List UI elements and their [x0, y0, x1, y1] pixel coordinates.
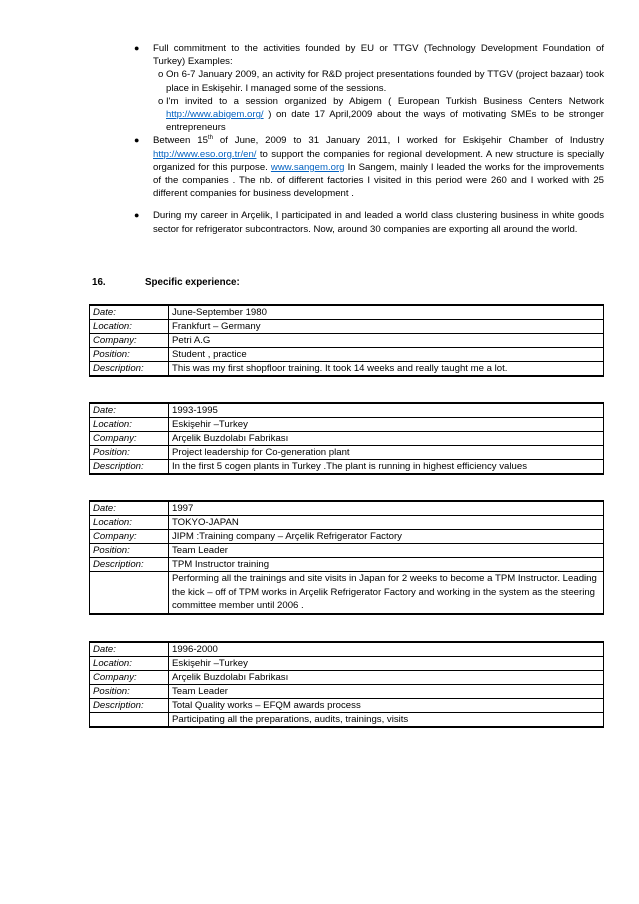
- company-value: Petri A.G: [169, 334, 604, 348]
- position-value: Project leadership for Co-generation plant: [169, 446, 604, 460]
- description-label: Description:: [90, 558, 169, 572]
- experience-table-1: [89, 304, 604, 377]
- bullet-item-ttgv: [134, 42, 604, 68]
- sub-bullet-icon: o: [158, 69, 164, 81]
- empty-label-cell: [90, 572, 169, 614]
- table-row: [90, 572, 604, 614]
- date-value: 1996-2000: [169, 642, 604, 657]
- location-value: Eskişehir –Turkey: [169, 418, 604, 432]
- table-row: [90, 305, 604, 320]
- superscript-th: th: [207, 135, 213, 142]
- description-label: Description:: [90, 699, 169, 713]
- bullet-text-post: In Sangem, mainly I leaded the works for the improvements of the companies . The nb. of different factories I visited in this period were 260 and I worked with 25 different companies for business development .: [153, 161, 604, 200]
- company-value: JIPM :Training company – Arçelik Refrigerator Factory: [169, 530, 604, 544]
- position-value: Team Leader: [169, 544, 604, 558]
- location-label: Location:: [90, 320, 169, 334]
- bullet-item-arcelik: [134, 209, 604, 235]
- table-row: [90, 320, 604, 334]
- table-row: [90, 501, 604, 516]
- description-detail: Performing all the trainings and site visits in Japan for 2 weeks to become a TPM Instructor. Leading the kick – off of TPM works in Arçelik Refrigerator Factory and working in the system as the steering committee member until 2006 .: [169, 572, 604, 614]
- empty-label-cell: [90, 713, 169, 728]
- description-value: Total Quality works – EFQM awards process: [169, 699, 604, 713]
- sub-bullet-abigem: [134, 95, 604, 135]
- sub-bullet-text: On 6-7 January 2009, an activity for R&D project presentations founded by TTGV (project bazaar) took place in Eskişehir. I managed some of the sessions.: [166, 69, 604, 94]
- description-detail: Participating all the preparations, audits, trainings, visits: [169, 713, 604, 728]
- date-value: 1997: [169, 501, 604, 516]
- date-label: Date:: [90, 305, 169, 320]
- date-value: June-September 1980: [169, 305, 604, 320]
- sub-bullet-icon: o: [158, 95, 164, 107]
- bullet-text: During my career in Arçelik, I participated in and leaded a world class clustering business in white goods sector for refrigerator subcontractors. Now, around 30 companies are exporting all around the world.: [153, 210, 604, 235]
- description-label: Description:: [90, 460, 169, 475]
- position-label: Position:: [90, 544, 169, 558]
- table-row: [90, 530, 604, 544]
- bullet-item-eso: [134, 134, 604, 200]
- table-row: [90, 713, 604, 728]
- date-value: 1993-1995: [169, 403, 604, 418]
- location-label: Location:: [90, 418, 169, 432]
- company-label: Company:: [90, 432, 169, 446]
- table-row: [90, 362, 604, 377]
- table-row: [90, 685, 604, 699]
- position-value: Student , practice: [169, 348, 604, 362]
- sub-bullet-bazaar: [134, 68, 604, 94]
- bullet-text-mid: of June, 2009 to 31 January 2011, I worked for Eskişehir Chamber of Industry: [219, 135, 605, 147]
- eso-link[interactable]: http://www.eso.org.tr/en/: [153, 148, 257, 160]
- experience-table-3: [89, 500, 604, 615]
- section-heading: [92, 277, 240, 288]
- bullet-icon: ●: [134, 43, 140, 53]
- description-value: TPM Instructor training: [169, 558, 604, 572]
- table-row: [90, 642, 604, 657]
- position-label: Position:: [90, 685, 169, 699]
- table-row: [90, 657, 604, 671]
- company-label: Company:: [90, 530, 169, 544]
- company-label: Company:: [90, 334, 169, 348]
- bullet-text: Between 15: [153, 135, 208, 147]
- table-row: [90, 460, 604, 475]
- description-value: In the first 5 cogen plants in Turkey .The plant is running in highest efficiency values: [169, 460, 604, 475]
- table-row: [90, 558, 604, 572]
- table-row: [90, 418, 604, 432]
- description-value: This was my first shopfloor training. It took 14 weeks and really taught me a lot.: [169, 362, 604, 377]
- description-label: Description:: [90, 362, 169, 377]
- position-label: Position:: [90, 348, 169, 362]
- bullet-list: [134, 42, 604, 236]
- location-label: Location:: [90, 516, 169, 530]
- table-row: [90, 699, 604, 713]
- sub-bullet-text: I'm invited to a session organized by Abigem ( European Turkish Business Centers Network: [166, 95, 604, 107]
- table-row: [90, 671, 604, 685]
- company-label: Company:: [90, 671, 169, 685]
- location-label: Location:: [90, 657, 169, 671]
- bullet-text: Full commitment to the activities founded by EU or TTGV (Technology Development Foundation of Turkey) Examples:: [153, 43, 604, 68]
- table-row: [90, 348, 604, 362]
- location-value: TOKYO-JAPAN: [169, 516, 604, 530]
- company-value: Arçelik Buzdolabı Fabrikası: [169, 671, 604, 685]
- company-value: Arçelik Buzdolabı Fabrikası: [169, 432, 604, 446]
- table-row: [90, 446, 604, 460]
- spacer: [134, 200, 604, 209]
- bullet-icon: ●: [134, 210, 140, 221]
- date-label: Date:: [90, 403, 169, 418]
- table-row: [90, 432, 604, 446]
- date-label: Date:: [90, 642, 169, 657]
- position-label: Position:: [90, 446, 169, 460]
- experience-table-4: [89, 641, 604, 728]
- location-value: Frankfurt – Germany: [169, 320, 604, 334]
- sangem-link[interactable]: www.sangem.org: [270, 161, 345, 173]
- table-row: [90, 544, 604, 558]
- bullet-icon: ●: [134, 135, 140, 146]
- section-number: 16.: [92, 277, 106, 288]
- table-row: [90, 334, 604, 348]
- table-row: [90, 516, 604, 530]
- date-label: Date:: [90, 501, 169, 516]
- position-value: Team Leader: [169, 685, 604, 699]
- location-value: Eskişehir –Turkey: [169, 657, 604, 671]
- bullet-text-mid2: to support the companies for regional development. A new structure is specially organized for this purpose.: [153, 148, 605, 173]
- sub-bullet-text-cont: ) on date 17 April,2009 about the ways of motivating SMEs to be stronger entrepreneurs: [166, 109, 604, 134]
- abigem-link[interactable]: http://www.abigem.org/: [166, 109, 264, 121]
- table-row: [90, 403, 604, 418]
- section-title: Specific experience:: [145, 277, 240, 288]
- experience-table-2: [89, 402, 604, 475]
